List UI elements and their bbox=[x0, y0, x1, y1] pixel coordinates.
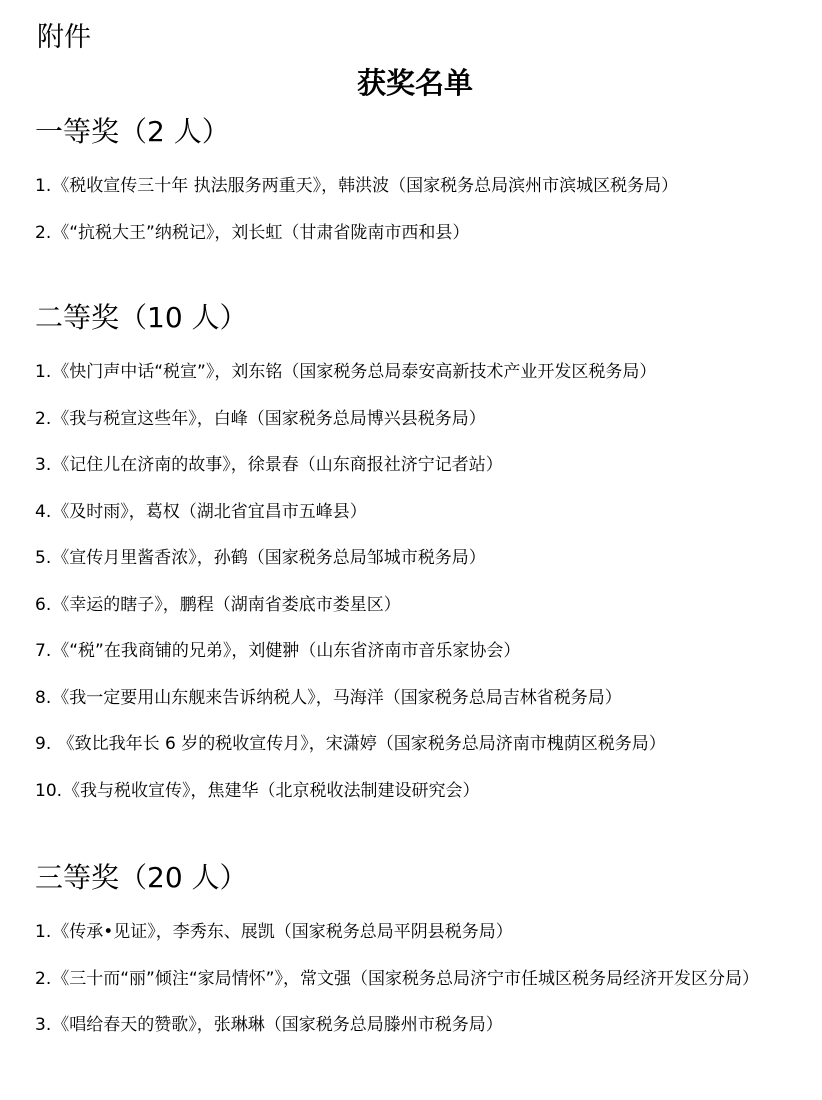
list-item bbox=[35, 163, 815, 210]
entry-number: 7. bbox=[35, 641, 52, 661]
entry-text: 《记住儿在济南的故事》，徐景春（山东商报社济宁记者站） bbox=[52, 455, 503, 475]
list-item bbox=[35, 628, 815, 675]
entry-text: 《税收宣传三十年 执法服务两重天》，韩洪波（国家税务总局滨州市滨城区税务局） bbox=[52, 176, 679, 196]
list-item bbox=[35, 768, 815, 815]
list-item bbox=[35, 396, 815, 443]
section-first-prize bbox=[35, 113, 815, 256]
entry-text: 《及时雨》，葛权（湖北省宜昌市五峰县） bbox=[52, 501, 367, 522]
entry-list bbox=[35, 163, 815, 256]
entry-number: 1. bbox=[35, 176, 52, 196]
section-heading: 三等奖（20 人） bbox=[35, 861, 248, 894]
entry-text: 《快门声中话“税宣”》，刘东铭（国家税务总局泰安高新技术产业开发区税务局） bbox=[52, 362, 657, 382]
list-item bbox=[35, 1002, 815, 1049]
entry-text: 《致比我年长 6 岁的税收宣传月》，宋潇婷（国家税务总局济南市槐荫区税务局） bbox=[52, 734, 666, 754]
list-item bbox=[35, 721, 815, 768]
entry-text: 《唱给春天的赞歌》，张琳琳（国家税务总局滕州市税务局） bbox=[52, 1015, 503, 1035]
list-item bbox=[35, 349, 815, 396]
entry-number: 3. bbox=[35, 1015, 52, 1035]
entry-number: 10. bbox=[35, 780, 63, 801]
attachment-label: 附件 bbox=[37, 22, 91, 53]
entry-text: 《我与税收宣传》，焦建华（北京税收法制建设研究会） bbox=[63, 780, 480, 801]
section-second-prize bbox=[35, 299, 815, 814]
entry-text: 《“税”在我商铺的兄弟》，刘健翀（山东省济南市音乐家协会） bbox=[52, 641, 521, 661]
list-item bbox=[35, 582, 815, 629]
entry-list bbox=[35, 349, 815, 814]
entry-number: 2. bbox=[35, 222, 52, 243]
entry-number: 3. bbox=[35, 455, 52, 475]
entry-number: 2. bbox=[35, 968, 52, 989]
section-heading: 二等奖（10 人） bbox=[35, 301, 248, 334]
list-item bbox=[35, 675, 815, 722]
entry-number: 4. bbox=[35, 501, 52, 522]
entry-number: 1. bbox=[35, 362, 52, 382]
entry-text: 《我一定要用山东舰来告诉纳税人》，马海洋（国家税务总局吉林省税务局） bbox=[52, 687, 622, 708]
entry-text: 《“抗税大王”纳税记》，刘长虹（甘肃省陇南市西和县） bbox=[52, 222, 470, 243]
entry-list bbox=[35, 909, 815, 1049]
entry-number: 1. bbox=[35, 922, 52, 942]
list-item bbox=[35, 210, 815, 257]
entry-text: 《宣传月里酱香浓》，孙鹤（国家税务总局邹城市税务局） bbox=[52, 548, 486, 568]
section-third-prize bbox=[35, 859, 815, 1049]
entry-text: 《幸运的瞎子》，鹏程（湖南省娄底市娄星区） bbox=[52, 594, 401, 615]
list-item bbox=[35, 442, 815, 489]
entry-number: 2. bbox=[35, 408, 52, 429]
entry-text: 《三十而“丽”倾注“家局情怀”》，常文强（国家税务总局济宁市任城区税务局经济开发区分局） bbox=[52, 968, 759, 989]
list-item bbox=[35, 535, 815, 582]
entry-text: 《我与税宣这些年》，白峰（国家税务总局博兴县税务局） bbox=[52, 408, 486, 429]
entry-number: 9. bbox=[35, 734, 52, 754]
entry-number: 8. bbox=[35, 687, 52, 708]
document-title: 获奖名单 bbox=[356, 66, 473, 100]
list-item bbox=[35, 956, 805, 1003]
entry-number: 5. bbox=[35, 548, 52, 568]
section-heading: 一等奖（2 人） bbox=[35, 115, 230, 148]
list-item bbox=[35, 909, 815, 956]
entry-number: 6. bbox=[35, 594, 52, 615]
list-item bbox=[35, 489, 815, 536]
entry-text: 《传承•见证》，李秀东、展凯（国家税务总局平阴县税务局） bbox=[52, 922, 513, 942]
